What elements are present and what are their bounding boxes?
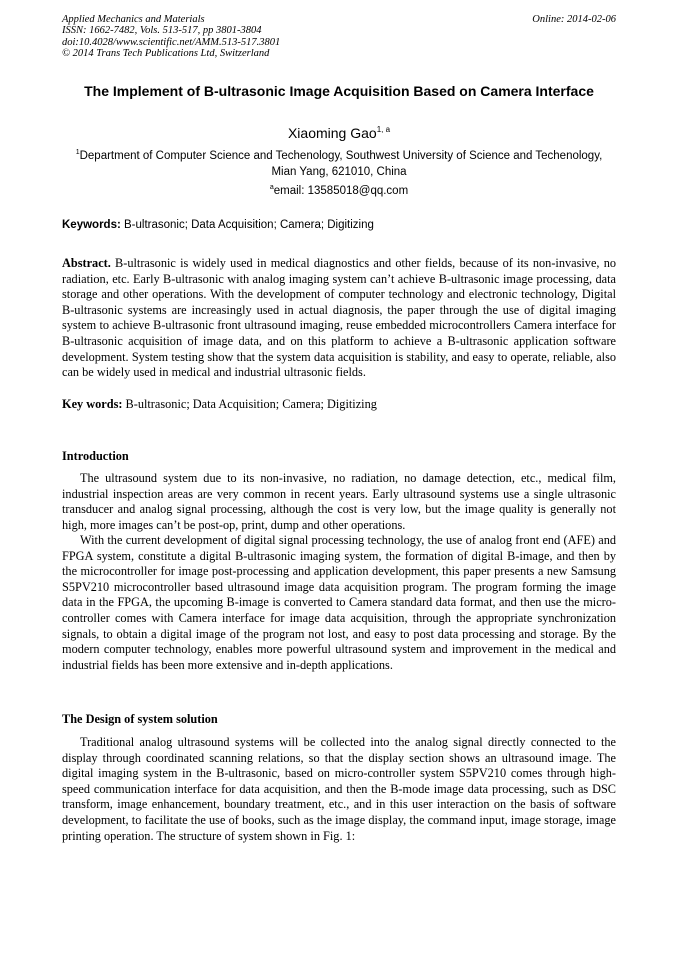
- abstract-text: B-ultrasonic is widely used in medical diagnostics and other fields, because of its non-invasive, no radiation, etc. Early B-ultrasonic with analog imaging system can’t achieve B-ultrasonic image processing, data storage and other operations. With the development of computer technology and electronic technology, Digital B-ultrasonic systems are increasingly used in actual diagnosis, the paper through the use of digital imaging system to achieve B-ultrasonic front ultrasound imaging, reuse embedded microcontrollers Camera interface for B-ultrasonic acquisition of image data, and on this platform to achieve a B-ultrasonic application software development. System testing show that the system data acquisition is stability, and easy to operate, reliable, also can be widely used in medical and industrial ultrasonic fields.: [62, 256, 616, 380]
- key-words-label: Key words:: [62, 397, 123, 411]
- issn-line: ISSN: 1662-7482, Vols. 513-517, pp 3801-3804: [62, 25, 262, 37]
- email-text: email: 13585018@qq.com: [273, 185, 409, 197]
- affiliation-superscript: 1: [75, 149, 80, 156]
- doi-line: doi:10.4028/www.scientific.net/AMM.513-517.3801: [62, 36, 281, 48]
- keywords-text: B-ultrasonic; Data Acquisition; Camera; Digitizing: [120, 219, 374, 231]
- intro-paragraph-1: The ultrasound system due to its non-invasive, no radiation, no damage detection, etc., medical film, industrial inspection areas are very common in recent years. Early ultrasound systems use a single ultrasonic transducer and analog signal processing, although the cost is very low, but the image quality is generally not high, more images can’t be post-op, print, dump and other operations.: [62, 471, 616, 532]
- keywords-block: [62, 218, 616, 233]
- key-words-block: [62, 397, 616, 413]
- affiliation-text: Department of Computer Science and Techenology, Southwest University of Science and Techenology, Mian Yang, 621010, China: [79, 150, 603, 178]
- email-line: [62, 184, 616, 199]
- abstract-label: Abstract.: [62, 256, 111, 270]
- copyright-line: © 2014 Trans Tech Publications Ltd, Switzerland: [62, 47, 270, 59]
- key-words-text: B-ultrasonic; Data Acquisition; Camera; Digitizing: [122, 397, 377, 411]
- email-superscript: a: [269, 184, 274, 191]
- section-heading-introduction: Introduction: [62, 449, 129, 463]
- paper-title: The Implement of B-ultrasonic Image Acquisition Based on Camera Interface: [84, 83, 594, 99]
- intro-paragraph-2: With the current development of digital signal processing technology, the use of analog front end (AFE) and FPGA system, constitute a digital B-ultrasonic imaging system, the formation of digital B-image, and then by the microcontroller for image post-processing and application development, this paper presents a new Samsung S5PV210 microcontroller based ultrasound image data acquisition program. The program forming the image data in the FPGA, the upcoming B-image is converted to Camera standard data format, and then use the micro-controller comes with Camera interface for image data acquisition, through the appropriate synchronization signals, to obtain a digital image of the program not lost, and easy to post data processing and storage. By the modern computer technology, enables more powerful ultrasound system and improvement in the medical and industrial fields has been more extensive and in-depth applications.: [62, 533, 616, 672]
- author-name: Xiaoming Gao: [287, 125, 377, 141]
- author-superscript: 1, a: [376, 125, 391, 134]
- abstract-block: [62, 256, 616, 381]
- journal-header: [62, 14, 280, 59]
- design-paragraph-1: Traditional analog ultrasound systems will be collected into the analog signal directly connected to the display through coordinated scanning relations, so that the display section shows an ultrasound image. The digital imaging system in the B-ultrasonic, based on micro-controller system S5PV210 comes through high-speed communication interface for data acquisition, and then the B-mode image data processing, such as DSC transform, image enhancement, boundary treatment, etc., and in this user interaction on the basis of software development, to facilitate the use of books, such as the image display, the command input, image storage, image printing operation. The structure of system shown in Fig. 1:: [62, 735, 616, 843]
- section-heading-design: The Design of system solution: [62, 712, 218, 726]
- journal-name: Applied Mechanics and Materials: [62, 14, 205, 25]
- online-date: Online: 2014-02-06: [532, 14, 616, 25]
- affiliation: [62, 149, 616, 180]
- keywords-label: Keywords:: [62, 219, 121, 231]
- author-line: [62, 124, 616, 142]
